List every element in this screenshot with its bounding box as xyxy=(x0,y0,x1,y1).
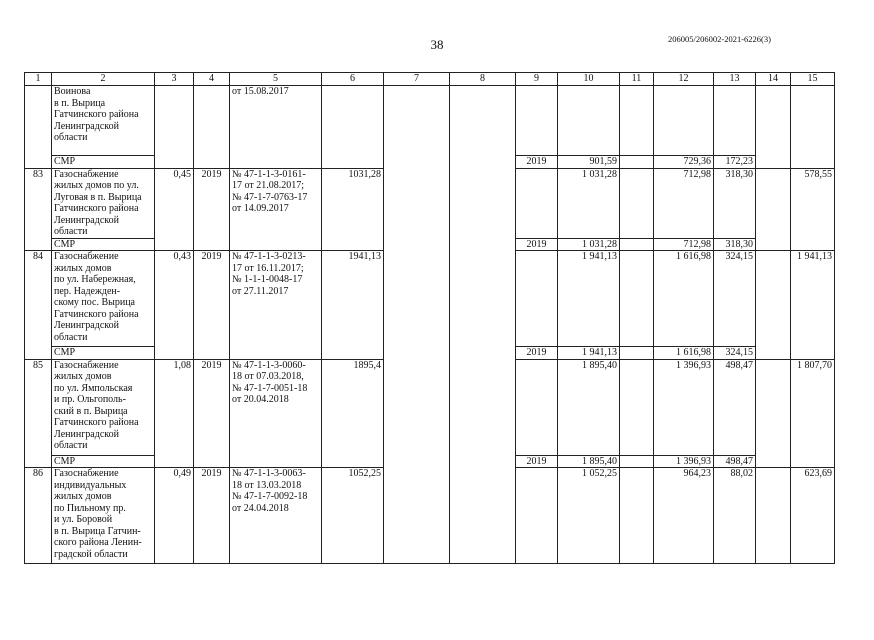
column-header: 15 xyxy=(791,73,835,86)
smr-col-12: 1 616,98 xyxy=(654,347,714,360)
document-code: 206005/206002-2021-6226(3) xyxy=(668,34,771,44)
col-12-cell: 964,23 xyxy=(654,468,714,564)
smr-col-12: 1 396,93 xyxy=(654,455,714,468)
smr-col-10: 1 031,28 xyxy=(558,238,620,251)
smr-col-13: 324,15 xyxy=(714,347,756,360)
column-header: 11 xyxy=(620,73,654,86)
col-15-cell: 1 807,70 xyxy=(791,359,835,468)
col-13-cell: 498,47 xyxy=(714,359,756,455)
smr-label: СМР xyxy=(52,238,155,251)
col-15-cell: 1 941,13 xyxy=(791,251,835,360)
cost-cell: 1031,28 xyxy=(322,168,384,251)
col-10-cell: 1 052,25 xyxy=(558,468,620,564)
cost-cell: 1941,13 xyxy=(322,251,384,360)
smr-col-10: 901,59 xyxy=(558,156,620,169)
table-row-continuation xyxy=(25,86,835,156)
objects-table xyxy=(24,72,835,564)
col-10-cell: 1 895,40 xyxy=(558,359,620,455)
column-header: 13 xyxy=(714,73,756,86)
col-12-cell: 1 616,98 xyxy=(654,251,714,347)
column-header: 4 xyxy=(194,73,230,86)
column-header: 10 xyxy=(558,73,620,86)
object-name-cell: Газоснабжение жилых домов по ул. Ямпольская и пр. Ольгополь- ский в п. Вырица Гатчинского района Ленинградской области xyxy=(52,359,155,455)
row-number-cell: 83 xyxy=(25,168,52,251)
year-cell xyxy=(194,86,230,169)
documents-cell: № 47-1-1-3-0063- 18 от 13.03.2018 № 47-1-7-0092-18 от 24.04.2018 xyxy=(230,468,322,564)
length-cell: 1,08 xyxy=(155,359,194,468)
column-header: 14 xyxy=(756,73,791,86)
col-13-cell: 324,15 xyxy=(714,251,756,347)
documents-cell: от 15.08.2017 xyxy=(230,86,322,169)
smr-col-13: 172,23 xyxy=(714,156,756,169)
column-header: 6 xyxy=(322,73,384,86)
column-7-cell xyxy=(384,86,450,564)
length-cell: 0,49 xyxy=(155,468,194,564)
documents-cell: № 47-1-1-3-0213- 17 от 16.11.2017; № 1-1-1-0048-17 от 27.11.2017 xyxy=(230,251,322,360)
year-cell: 2019 xyxy=(194,359,230,468)
col-13-cell: 318,30 xyxy=(714,168,756,238)
smr-col-10: 1 895,40 xyxy=(558,455,620,468)
column-header: 1 xyxy=(25,73,52,86)
col-12-cell: 1 396,93 xyxy=(654,359,714,455)
page-number: 38 xyxy=(430,37,444,52)
smr-label: СМР xyxy=(52,347,155,360)
col-12-cell: 712,98 xyxy=(654,168,714,238)
year-cell: 2019 xyxy=(194,168,230,251)
column-header: 5 xyxy=(230,73,322,86)
smr-col-12: 712,98 xyxy=(654,238,714,251)
object-name-cell: Газоснабжение жилых домов по ул. Набережная, пер. Надежден- скому пос. Вырица Гатчинского района Ленинградской области xyxy=(52,251,155,347)
length-cell xyxy=(155,86,194,169)
row-number-cell: 84 xyxy=(25,251,52,360)
column-header: 7 xyxy=(384,73,450,86)
table-header-row xyxy=(25,73,835,86)
smr-col-12: 729,36 xyxy=(654,156,714,169)
col-10-cell: 1 941,13 xyxy=(558,251,620,347)
cost-cell: 1895,4 xyxy=(322,359,384,468)
length-cell: 0,43 xyxy=(155,251,194,360)
year-cell: 2019 xyxy=(194,468,230,564)
smr-col-13: 498,47 xyxy=(714,455,756,468)
column-header: 12 xyxy=(654,73,714,86)
smr-col-10: 1 941,13 xyxy=(558,347,620,360)
smr-label: СМР xyxy=(52,156,155,169)
column-header: 9 xyxy=(516,73,558,86)
object-name-cell: Газоснабжение жилых домов по ул. Луговая в п. Вырица Гатчинского района Ленинградской области xyxy=(52,168,155,238)
column-8-cell xyxy=(450,86,516,564)
year-cell: 2019 xyxy=(194,251,230,360)
column-header: 8 xyxy=(450,73,516,86)
smr-col-13: 318,30 xyxy=(714,238,756,251)
col-13-cell: 88,02 xyxy=(714,468,756,564)
col-15-cell: 623,69 xyxy=(791,468,835,564)
cost-cell: 1052,25 xyxy=(322,468,384,564)
row-number-cell: 85 xyxy=(25,359,52,468)
object-name-cell: Газоснабжение индивидуальных жилых домов по Пильному пр. и ул. Боровой в п. Вырица Гатчин- ского района Ленин- градской области xyxy=(52,468,155,564)
column-header: 2 xyxy=(52,73,155,86)
row-number-cell xyxy=(25,86,52,169)
documents-cell: № 47-1-1-3-0161- 17 от 21.08.2017; № 47-1-7-0763-17 от 14.09.2017 xyxy=(230,168,322,251)
col-15-cell: 578,55 xyxy=(791,168,835,251)
smr-year: 2019 xyxy=(516,347,558,360)
smr-year: 2019 xyxy=(516,238,558,251)
smr-year: 2019 xyxy=(516,455,558,468)
length-cell: 0,45 xyxy=(155,168,194,251)
row-number-cell: 86 xyxy=(25,468,52,564)
smr-label: СМР xyxy=(52,455,155,468)
object-name-cell: Воинова в п. Вырица Гатчинского района Ленинградской области xyxy=(52,86,155,156)
column-header: 3 xyxy=(155,73,194,86)
cost-cell xyxy=(322,86,384,169)
col-10-cell: 1 031,28 xyxy=(558,168,620,238)
smr-year: 2019 xyxy=(516,156,558,169)
documents-cell: № 47-1-1-3-0060- 18 от 07.03.2018, № 47-1-7-0051-18 от 20.04.2018 xyxy=(230,359,322,468)
